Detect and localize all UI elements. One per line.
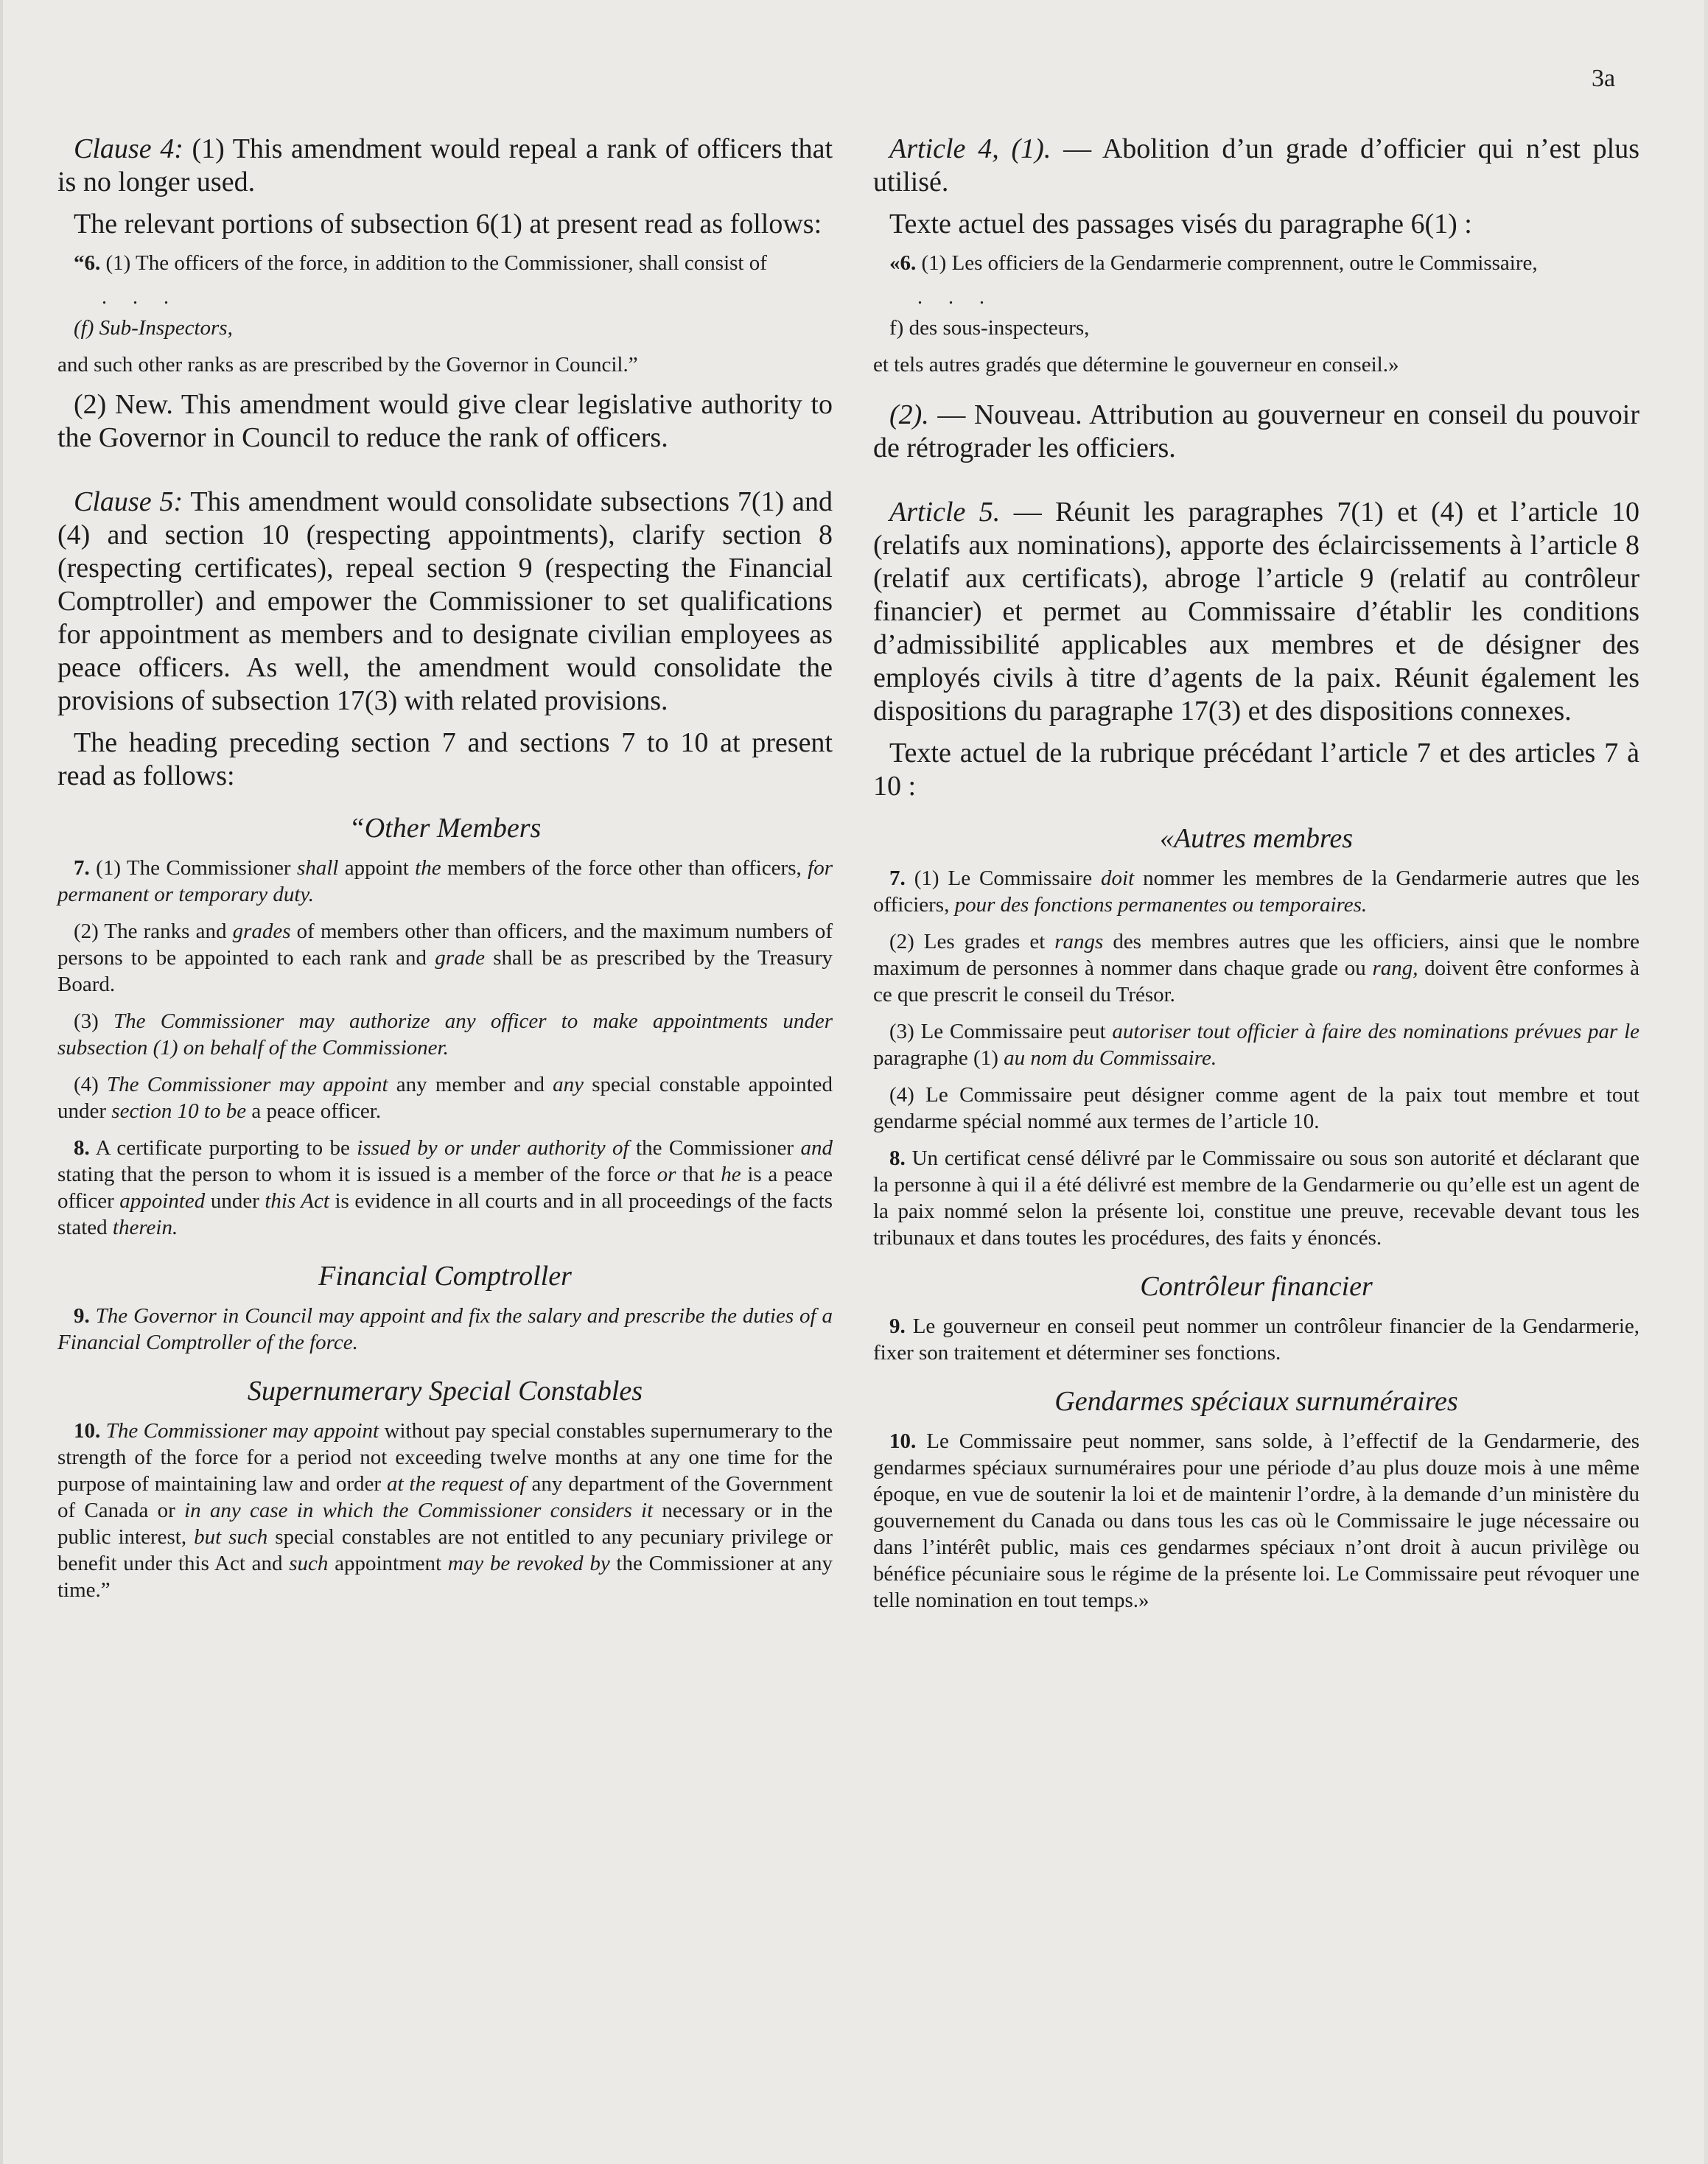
clause-4-relevant: The relevant portions of subsection 6(1) at present read as follows: xyxy=(74,209,822,239)
article-8 xyxy=(873,1145,1639,1251)
s7-2-a: (2) The ranks and xyxy=(74,920,233,943)
fr-s7-2-c: doivent être conformes à ce que prescrit le conseil du Trésor. xyxy=(873,956,1639,1006)
article-4-label: Article 4, (1). xyxy=(889,133,1051,164)
s7-3-b: The Commissioner may authorize any officer to make appointments under subsection (1) on behalf of the Commissioner. xyxy=(57,1009,833,1060)
s10-d: any department of the Government of Canada or xyxy=(57,1472,833,1522)
fr-s7-3-b: autoriser tout officier à faire des nominations prévues par le xyxy=(1112,1020,1639,1043)
article-4-text: — Abolition d’un grade d’officier qui n’est plus utilisé. xyxy=(873,133,1639,197)
section-10 xyxy=(57,1418,833,1603)
article-4-2-text: — Nouveau. Attribution au gouverneur en conseil du pouvoir de rétrograder les officiers. xyxy=(873,399,1639,463)
quote-fr-6-text: (1) Les officiers de la Gendarmerie comprennent, outre le Commissaire, xyxy=(916,251,1538,275)
heading-financial-comptroller: Financial Comptroller xyxy=(318,1261,572,1292)
page-left-edge xyxy=(0,0,3,2164)
s7-4-a: (4) xyxy=(74,1073,108,1096)
s8-g: under xyxy=(205,1189,265,1213)
heading-gendarmes-speciaux: Gendarmes spéciaux surnuméraires xyxy=(1054,1386,1458,1417)
s7-1-d: for permanent or temporary duty. xyxy=(57,856,833,906)
heading-supernumerary: Supernumerary Special Constables xyxy=(247,1376,643,1407)
fr-s7-3-c: paragraphe (1) xyxy=(873,1046,1004,1070)
s8-f: is a peace officer xyxy=(57,1163,833,1213)
s10-b: without pay special constables supernumerary to the strength of the force for a period not exceeding twelve months at any one time for the purpose of maintaining law and order xyxy=(57,1419,833,1496)
quote-fr-6-number: «6. xyxy=(889,251,917,275)
s10-j: may be revoked by xyxy=(447,1552,610,1575)
s10-f: necessary or in the public interest, xyxy=(57,1499,833,1549)
section-8 xyxy=(57,1135,833,1241)
s7-1-shall: shall xyxy=(296,856,339,880)
heading-other-members: “Other Members xyxy=(349,813,542,844)
article-10-number: 10. xyxy=(889,1429,917,1453)
section-7-4 xyxy=(57,1071,833,1124)
article-7-4: (4) Le Commissaire peut désigner comme agent de la paix tout membre et tout gendarme spécial nommé aux termes de l’article 10. xyxy=(873,1083,1639,1133)
s7-3-a: (3) xyxy=(74,1009,114,1033)
s10-such: such xyxy=(289,1552,329,1575)
s7-4-any: any xyxy=(553,1073,584,1096)
article-10-text: Le Commissaire peut nommer, sans solde, à l’effectif de la Gendarmerie, des gendarmes spéciaux surnuméraires pour une période d’au plus douze mois à une même époque, en vue de soutenir la loi et de maintenir l’ordre, à la demande d’un ministère du gouvernement du Canada ou dans tous les cas où le Commissaire le juge nécessaire ou dans l’intérêt public, mais ces gendarmes spéciaux n’ont droit à aucun privilège ou bénéfice pécuniaire sous le régime de la présente loi. Le Commissaire peut révoquer une telle nomination en tout temps.» xyxy=(873,1429,1639,1612)
s7-4-f: a peace officer. xyxy=(246,1099,382,1123)
fr-s7-2-rangs: rangs xyxy=(1054,930,1104,953)
clause-5-paragraph xyxy=(57,486,833,718)
article-7-1 xyxy=(873,865,1639,918)
spacer xyxy=(57,463,833,486)
article-7-number: 7. xyxy=(889,866,906,890)
s8-b: issued by or under authority of xyxy=(357,1136,629,1160)
heading-controleur-financier: Contrôleur financier xyxy=(1140,1271,1373,1302)
article-9 xyxy=(873,1313,1639,1366)
s10-i: appointment xyxy=(328,1552,448,1575)
s8-or: or xyxy=(657,1163,676,1186)
quote-6-f-text: (f) Sub-Inspectors, xyxy=(74,316,233,340)
fr-s7-1-b: nommer les membres de la Gendarmerie autres que les officiers, xyxy=(873,866,1639,917)
fr-s7-1-doit: doit xyxy=(1101,866,1135,890)
article-9-text: Le gouverneur en conseil peut nommer un contrôleur financier de la Gendarmerie, fixer son traitement et déterminer ses fonctions. xyxy=(873,1314,1639,1365)
page-number: 3a xyxy=(1592,65,1616,92)
fr-s7-2-a: (2) Les grades et xyxy=(889,930,1055,953)
quote-6-number: “6. xyxy=(74,251,101,275)
article-4-paragraph xyxy=(873,133,1639,199)
s8-and: and xyxy=(800,1136,833,1160)
s10-h: special constables are not entitled to any pecuniary privilege or benefit under this Act and xyxy=(57,1525,833,1575)
article-7-2 xyxy=(873,928,1639,1008)
quote-6-f xyxy=(57,315,833,341)
s7-1-the: the xyxy=(415,856,441,880)
article-10 xyxy=(873,1428,1639,1614)
s7-2-b: of members other than officers, and the maximum numbers of persons to be appointed to each rank and xyxy=(57,920,833,970)
s8-this-act: this Act xyxy=(265,1189,329,1213)
spacer xyxy=(873,474,1639,496)
quote-6-text: (1) The officers of the force, in addition to the Commissioner, shall consist of xyxy=(100,251,767,275)
s10-g: but such xyxy=(194,1525,268,1549)
fr-s7-2-b: des membres autres que les officiers, ainsi que le nombre maximum de personnes à nommer dans chaque grade ou xyxy=(873,930,1639,980)
quote-6-end: and such other ranks as are prescribed by the Governor in Council.” xyxy=(57,353,638,377)
spacer xyxy=(873,388,1639,399)
quote-fr-6-f: f) des sous-inspecteurs, xyxy=(889,316,1090,340)
fr-s7-1-a: (1) Le Commissaire xyxy=(905,866,1102,890)
french-column xyxy=(873,133,1639,1624)
clause-5-text: This amendment would consolidate subsections 7(1) and (4) and section 10 (respecting appointments), clarify section 8 (respecting certificates), repeal section 9 (respecting the Financial Comptroller) and empower the Commissioner to set qualifications for appointment as members and to designate civilian employees as peace officers. As well, the amendment would consolidate the provisions of subsection 17(3) with related provisions. xyxy=(57,486,833,716)
english-column xyxy=(57,133,833,1614)
s10-k: the Commissioner at any time.” xyxy=(57,1552,833,1602)
s7-2-c: shall be as prescribed by the Treasury Board. xyxy=(57,946,833,996)
clause-4-part-2: (2) New. This amendment would give clear legislative authority to the Governor in Council to reduce the rank of officers. xyxy=(57,389,833,453)
article-5-texte: Texte actuel de la rubrique précédant l’article 7 et des articles 7 à 10 : xyxy=(873,738,1639,802)
article-4-2-label: (2). xyxy=(889,399,929,430)
section-8-number: 8. xyxy=(74,1136,90,1160)
s9-text: The Governor in Council may appoint and fix the salary and prescribe the duties of a Financial Comptroller of the force. xyxy=(57,1304,833,1354)
clause-4-paragraph xyxy=(57,133,833,199)
clause-4-label: Clause 4: xyxy=(74,133,183,164)
ellipsis-dots: . . . xyxy=(102,286,179,309)
s10-c: at the request of xyxy=(386,1472,526,1496)
clause-4-text: (1) This amendment would repeal a rank of officers that is no longer used. xyxy=(57,133,833,197)
section-7-number: 7. xyxy=(74,856,90,880)
article-7-3 xyxy=(873,1018,1639,1071)
s7-4-e: section 10 to be xyxy=(111,1099,247,1123)
s8-a: A certificate purporting to be xyxy=(89,1136,357,1160)
s7-1-b: appoint xyxy=(338,856,416,880)
s7-2-grades: grades xyxy=(232,920,291,943)
s7-2-grade: grade xyxy=(435,946,485,970)
s7-4-c: any member and xyxy=(388,1073,553,1096)
s8-appointed: appointed xyxy=(119,1189,206,1213)
article-5-label: Article 5. xyxy=(889,497,1001,528)
s7-4-d: special constable appointed under xyxy=(57,1073,833,1123)
article-8-text: Un certificat censé délivré par le Commissaire ou sous son autorité et déclarant que la personne à qui il a été délivré est membre de la Gendarmerie ou qu’elle est un agent de la paix nommé selon la présente loi, constitue une preuve, recevable devant tous les tribunaux et dans toutes les procédures, des faits y énoncés. xyxy=(873,1146,1639,1250)
article-4-part-2 xyxy=(873,399,1639,465)
article-4-texte: Texte actuel des passages visés du paragraphe 6(1) : xyxy=(889,209,1472,239)
quote-fr-6-end: et tels autres gradés que détermine le gouverneur en conseil.» xyxy=(873,353,1399,377)
quote-6-1 xyxy=(57,250,833,276)
clause-5-label: Clause 5: xyxy=(74,486,183,517)
article-5-text: — Réunit les paragraphes 7(1) et (4) et l’article 10 (relatifs aux nominations), apporte des éclaircissements à l’article 8 (relatif aux certificats), abroge l’article 9 (relatif au contrôleur financier) et permet au Commissaire d’établir les conditions d’admissibilité applicables aux membres et de désigner des employés civils à titre d’agents de la paix. Réunit également les dispositions du paragraphe 17(3) et des dispositions connexes. xyxy=(873,497,1640,726)
ellipsis-dots-fr: . . . xyxy=(917,286,995,309)
s8-therein: therein. xyxy=(112,1216,178,1239)
s10-e: in any case in which the Commissioner considers it xyxy=(184,1499,654,1522)
s8-h: is evidence in all courts and in all proceedings of the facts stated xyxy=(57,1189,833,1239)
s7-1-c: members of the force other than officers, xyxy=(441,856,808,880)
fr-s7-2-rang: rang, xyxy=(1372,956,1418,980)
fr-s7-1-c: pour des fonctions permanentes ou temporaires. xyxy=(954,893,1368,917)
s8-he: he xyxy=(721,1163,741,1186)
section-9-number: 9. xyxy=(74,1304,90,1328)
fr-s7-3-a: (3) Le Commissaire peut xyxy=(889,1020,1113,1043)
article-5-paragraph xyxy=(873,496,1639,728)
page-right-edge xyxy=(1704,0,1708,2164)
section-7-3 xyxy=(57,1008,833,1061)
quote-fr-6-1 xyxy=(873,250,1639,276)
s7-1-a: (1) The Commissioner xyxy=(89,856,297,880)
s10-a: The Commissioner may appoint xyxy=(100,1419,379,1443)
fr-s7-3-d: au nom du Commissaire. xyxy=(1004,1046,1217,1070)
article-8-number: 8. xyxy=(889,1146,906,1170)
section-9 xyxy=(57,1303,833,1356)
article-9-number: 9. xyxy=(889,1314,906,1338)
section-10-number: 10. xyxy=(74,1419,101,1443)
clause-5-heading-intro: The heading preceding section 7 and sections 7 to 10 at present read as follows: xyxy=(57,727,833,791)
section-7-1 xyxy=(57,855,833,908)
section-7-2 xyxy=(57,918,833,998)
s8-c: the Commissioner xyxy=(629,1136,801,1160)
s7-4-b: The Commissioner may appoint xyxy=(107,1073,388,1096)
s8-e: that xyxy=(676,1163,721,1186)
heading-autres-membres: «Autres membres xyxy=(1159,823,1354,854)
s8-d: stating that the person to whom it is issued is a member of the force xyxy=(57,1163,657,1186)
